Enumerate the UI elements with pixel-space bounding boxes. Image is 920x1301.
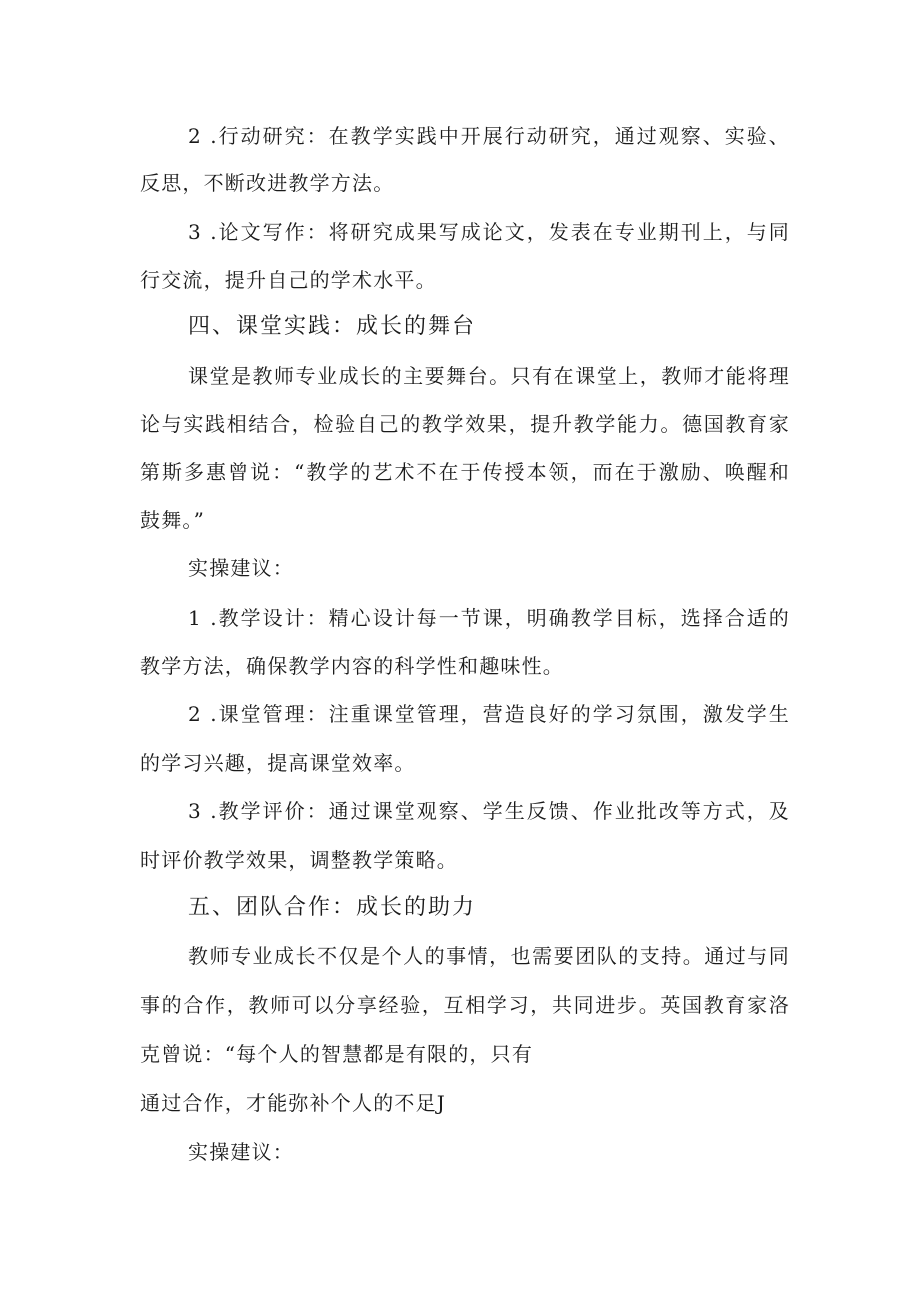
paragraph-line: 3 .论文写作：将研究成果写成论文，发表在专业期刊上，与同 [188,220,790,244]
paragraph-line: 时评价教学效果，调整教学策略。 [140,848,458,872]
paragraph-line: 课堂是教师专业成长的主要舞台。只有在课堂上，教师才能将理 [188,364,790,388]
paragraph-line: 反思，不断改进教学方法。 [140,171,395,195]
subheading: 实操建议： [188,1140,294,1164]
paragraph-line: 通过合作，才能弥补个人的不足J [140,1091,447,1115]
paragraph-line: 教师专业成长不仅是个人的事情，也需要团队的支持。通过与同 [188,944,790,968]
paragraph-line: 第斯多惠曾说：“教学的艺术不在于传授本领，而在于激励、唤醒和 [140,460,790,484]
paragraph-line: 事的合作，教师可以分享经验，互相学习，共同进步。英国教育家洛 [140,993,790,1017]
subheading: 实操建议： [188,556,294,580]
paragraph-line: 教学方法，确保教学内容的科学性和趣味性。 [140,654,564,678]
paragraph-line: 2 .课堂管理：注重课堂管理，营造良好的学习氛围，激发学生 [188,702,790,726]
paragraph-line: 3 .教学评价：通过课堂观察、学生反馈、作业批改等方式，及 [188,799,790,823]
section-heading: 四、课堂实践：成长的舞台 [188,314,477,339]
paragraph-line: 克曾说：“每个人的智慧都是有限的，只有 [140,1042,534,1066]
paragraph-line: 的学习兴趣，提高课堂效率。 [140,751,416,775]
paragraph-line: 行交流，提升自己的学术水平。 [140,268,437,292]
paragraph-line: 1 .教学设计：精心设计每一节课，明确教学目标，选择合适的 [188,606,790,630]
section-heading: 五、团队合作：成长的助力 [188,895,477,920]
paragraph-line: 2 .行动研究：在教学实践中开展行动研究，通过观察、实验、 [188,124,790,148]
paragraph-line: 论与实践相结合，检验自己的教学效果，提升教学能力。德国教育家 [140,412,790,436]
paragraph-line: 鼓舞。” [140,508,206,532]
